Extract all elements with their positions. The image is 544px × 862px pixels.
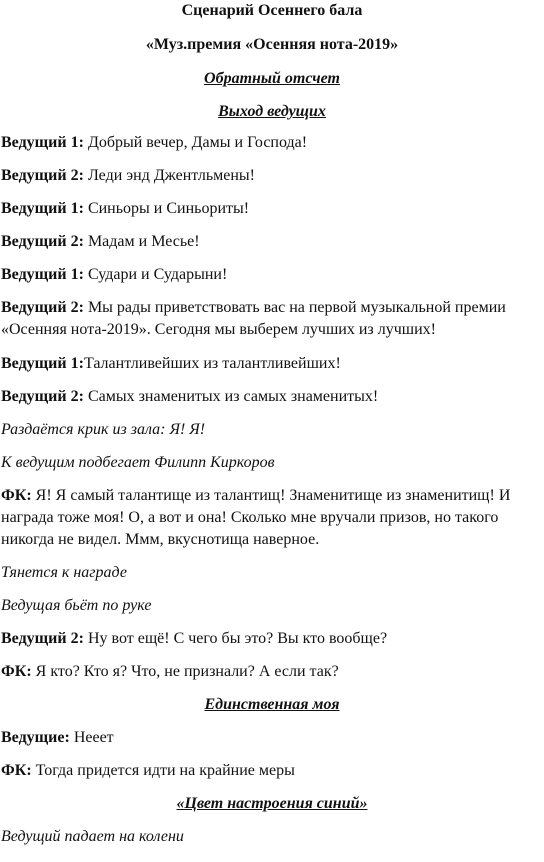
speaker-label: Ведущий 2: (1, 630, 84, 647)
section-heading-hosts-entrance: Выход ведущих (218, 103, 326, 120)
stage-direction: Тянется к награде (1, 564, 127, 581)
dialogue-line (1, 231, 534, 253)
dialogue-text: Леди энд Джентльмены! (83, 167, 256, 184)
dialogue-text: Синьоры и Синьориты! (83, 200, 250, 217)
dialogue-text: Ну вот ещё! С чего бы это? Вы кто вообще? (83, 630, 388, 647)
document-subtitle: «Муз.премия «Осенняя нота-2019» (145, 36, 399, 53)
dialogue-line (1, 353, 534, 375)
dialogue-text: награда тоже моя! О, а вот и она! Сколько мне вручали призов, но такого (1, 509, 499, 526)
dialogue-line (1, 132, 534, 154)
speaker-label: ФК: (1, 663, 32, 680)
section-heading-mood-blue: «Цвет настроения синий» (176, 795, 368, 812)
speaker-label: Ведущий 1: (1, 355, 84, 372)
dialogue-line-continued (1, 319, 534, 341)
dialogue-line (1, 165, 534, 187)
speaker-label: Ведущий 1: (1, 266, 84, 283)
dialogue-line (1, 485, 534, 507)
dialogue-line (1, 264, 534, 286)
speaker-label: Ведущий 1: (1, 200, 84, 217)
dialogue-text: Мадам и Месье! (83, 233, 200, 250)
dialogue-line (1, 760, 534, 782)
stage-direction: Ведущая бьёт по руке (1, 597, 152, 614)
dialogue-text: Самых знаменитых из самых знаменитых! (83, 388, 379, 405)
dialogue-text: «Осенняя нота-2019». Сегодня мы выберем лучших из лучших! (1, 321, 436, 338)
dialogue-text: никогда не видел. Ммм, вкуснотища наверное. (1, 531, 320, 548)
dialogue-text: Мы рады приветствовать вас на первой музыкальной премии (83, 299, 506, 316)
dialogue-line-continued (1, 507, 534, 529)
speaker-label: Ведущий 2: (1, 167, 84, 184)
stage-direction: Ведущий падает на колени (1, 828, 184, 845)
speaker-label: ФК: (1, 762, 32, 779)
dialogue-line (1, 198, 534, 220)
stage-direction: К ведущим подбегает Филипп Киркоров (1, 454, 275, 471)
dialogue-text: Судари и Сударыни! (83, 266, 228, 283)
dialogue-line (1, 727, 534, 749)
dialogue-text: Нееет (69, 729, 114, 746)
speaker-label: Ведущий 2: (1, 388, 84, 405)
speaker-label: ФК: (1, 487, 32, 504)
dialogue-text: Талантливейших из талантливейших! (83, 355, 341, 372)
speaker-label: Ведущий 2: (1, 299, 84, 316)
speaker-label: Ведущий 2: (1, 233, 84, 250)
speaker-label: Ведущие: (1, 729, 70, 746)
document-title: Сценарий Осеннего бала (181, 2, 363, 19)
dialogue-line (1, 386, 534, 408)
speaker-label: Ведущий 1: (1, 134, 84, 151)
dialogue-line (1, 297, 534, 319)
section-heading-only-mine: Единственная моя (204, 696, 340, 713)
dialogue-text: Я кто? Кто я? Что, не признали? А если так? (31, 663, 339, 680)
dialogue-text: Добрый вечер, Дамы и Господа! (83, 134, 308, 151)
dialogue-line (1, 628, 534, 650)
dialogue-text: Я! Я самый талантище из талантищ! Знаменитище из знаменитищ! И (31, 487, 511, 504)
dialogue-line (1, 661, 534, 683)
dialogue-line-continued (1, 529, 534, 551)
stage-direction: Раздаётся крик из зала: Я! Я! (1, 421, 206, 438)
section-heading-countdown: Обратный отсчет (204, 70, 340, 87)
dialogue-text: Тогда придется идти на крайние меры (31, 762, 295, 779)
